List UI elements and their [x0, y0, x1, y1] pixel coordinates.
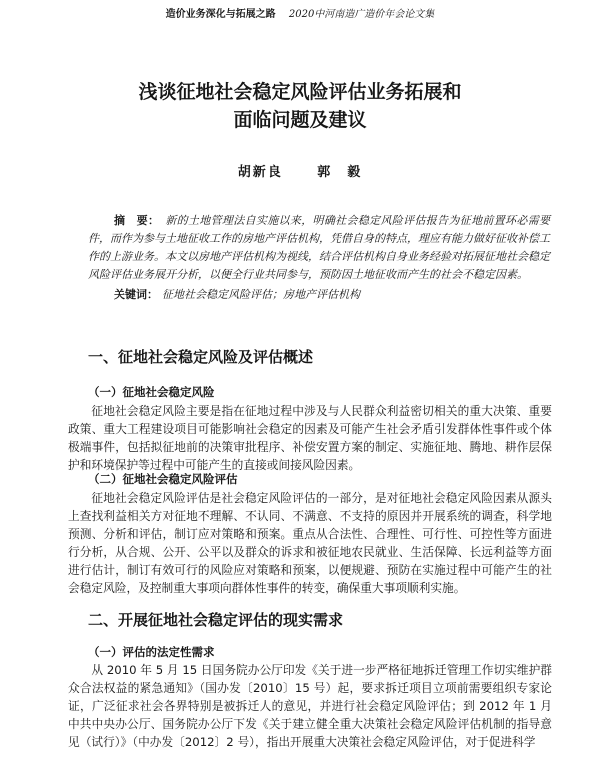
author-name: 胡新良	[237, 165, 283, 180]
paragraph-2-1: 从 2010 年 5 月 15 日国务院办公厅印发《关于进一步严格征地拆迁管理工作切实维护群众合法权益的紧急通知》（国办发〔2010〕15 号）起，要求拆迁项目立项前需要组织专家论证，广泛征求社会各界特别是被拆迁人的意见，并进行社会稳定风险评估；到 2012 年 1 月中共中央办公厅、国务院办公厅下发《关于建立健全重大决策社会稳定风险评估机制的指导意见（试行）》（中办发〔2012〕2 号），指出开展重大决策社会稳定风险评估，对于促进科学	[68, 663, 552, 749]
section-heading-1: 一、征地社会稳定风险及评估概述	[88, 348, 314, 366]
abstract-label: 摘 要：	[114, 214, 160, 227]
header-book-title: 造价业务深化与拓展之路	[165, 9, 276, 20]
subsection-heading-1-2: （二）征地社会稳定风险评估	[88, 472, 238, 486]
running-header	[0, 6, 600, 24]
header-collection-title: 2020中河南造广造价年会论文集	[288, 9, 435, 20]
author-name: 郭 毅	[317, 165, 363, 180]
keywords-text: 征地社会稳定风险评估；房地产评估机构	[162, 288, 360, 301]
paper-title	[40, 78, 560, 134]
paragraph-1-2: 征地社会稳定风险评估是社会稳定风险评估的一部分，是对征地社会稳定风险因素从源头上查找利益相关方对征地不理解、不认同、不满意、不支持的原因并开展系统的调查，科学地预测、分析和评估，制订应对策略和预案。重点从合法性、合理性、可行性、可控性等方面进行分析，从合规、公开、公平以及群众的诉求和被征地农民就业、生活保障、长远利益等方面进行估计，制订有效可行的风险应对策略和预案，以便规避、预防在实施过程中可能产生的社会稳定风险，及控制重大事项向群体性事件的转变，确保重大事项顺利实施。	[68, 491, 552, 595]
subsection-heading-1-1: （一）征地社会稳定风险	[88, 385, 215, 399]
paper-title-line-1: 浅谈征地社会稳定风险评估业务拓展和	[138, 81, 462, 103]
keywords	[88, 286, 550, 304]
author-list	[0, 161, 600, 180]
subsection-heading-2-1: （一）评估的法定性需求	[88, 645, 215, 659]
paper-title-line-2: 面临问题及建议	[233, 109, 367, 131]
paragraph-1-1: 征地社会稳定风险主要是指在征地过程中涉及与人民群众利益密切相关的重大决策、重要政策、重大工程建设项目可能影响社会稳定的因素及可能产生社会矛盾引发群体性事件或个体极端事件，包括拟征地前的决策审批程序、补偿安置方案的制定、实施征地、腾地、耕作层保护和环境保护等过程中可能产生的直接或间接风险因素。	[68, 404, 552, 472]
section-heading-2: 二、开展征地社会稳定评估的现实需求	[88, 611, 344, 629]
abstract	[88, 212, 550, 284]
abstract-text: 新的土地管理法自实施以来，明确社会稳定风险评估报告为征地前置环必需要件，而作为参与土地征收工作的房地产评估机构，凭借自身的特点，理应有能力做好征收补偿工作的上游业务。本文以房地产评估机构为视线，结合评估机构自身业务经验对拓展征地社会稳定风险评估业务展开分析，以便全行业共同参与，预防因土地征收而产生的社会不稳定因素。	[88, 214, 551, 281]
keywords-label: 关键词：	[114, 288, 158, 301]
